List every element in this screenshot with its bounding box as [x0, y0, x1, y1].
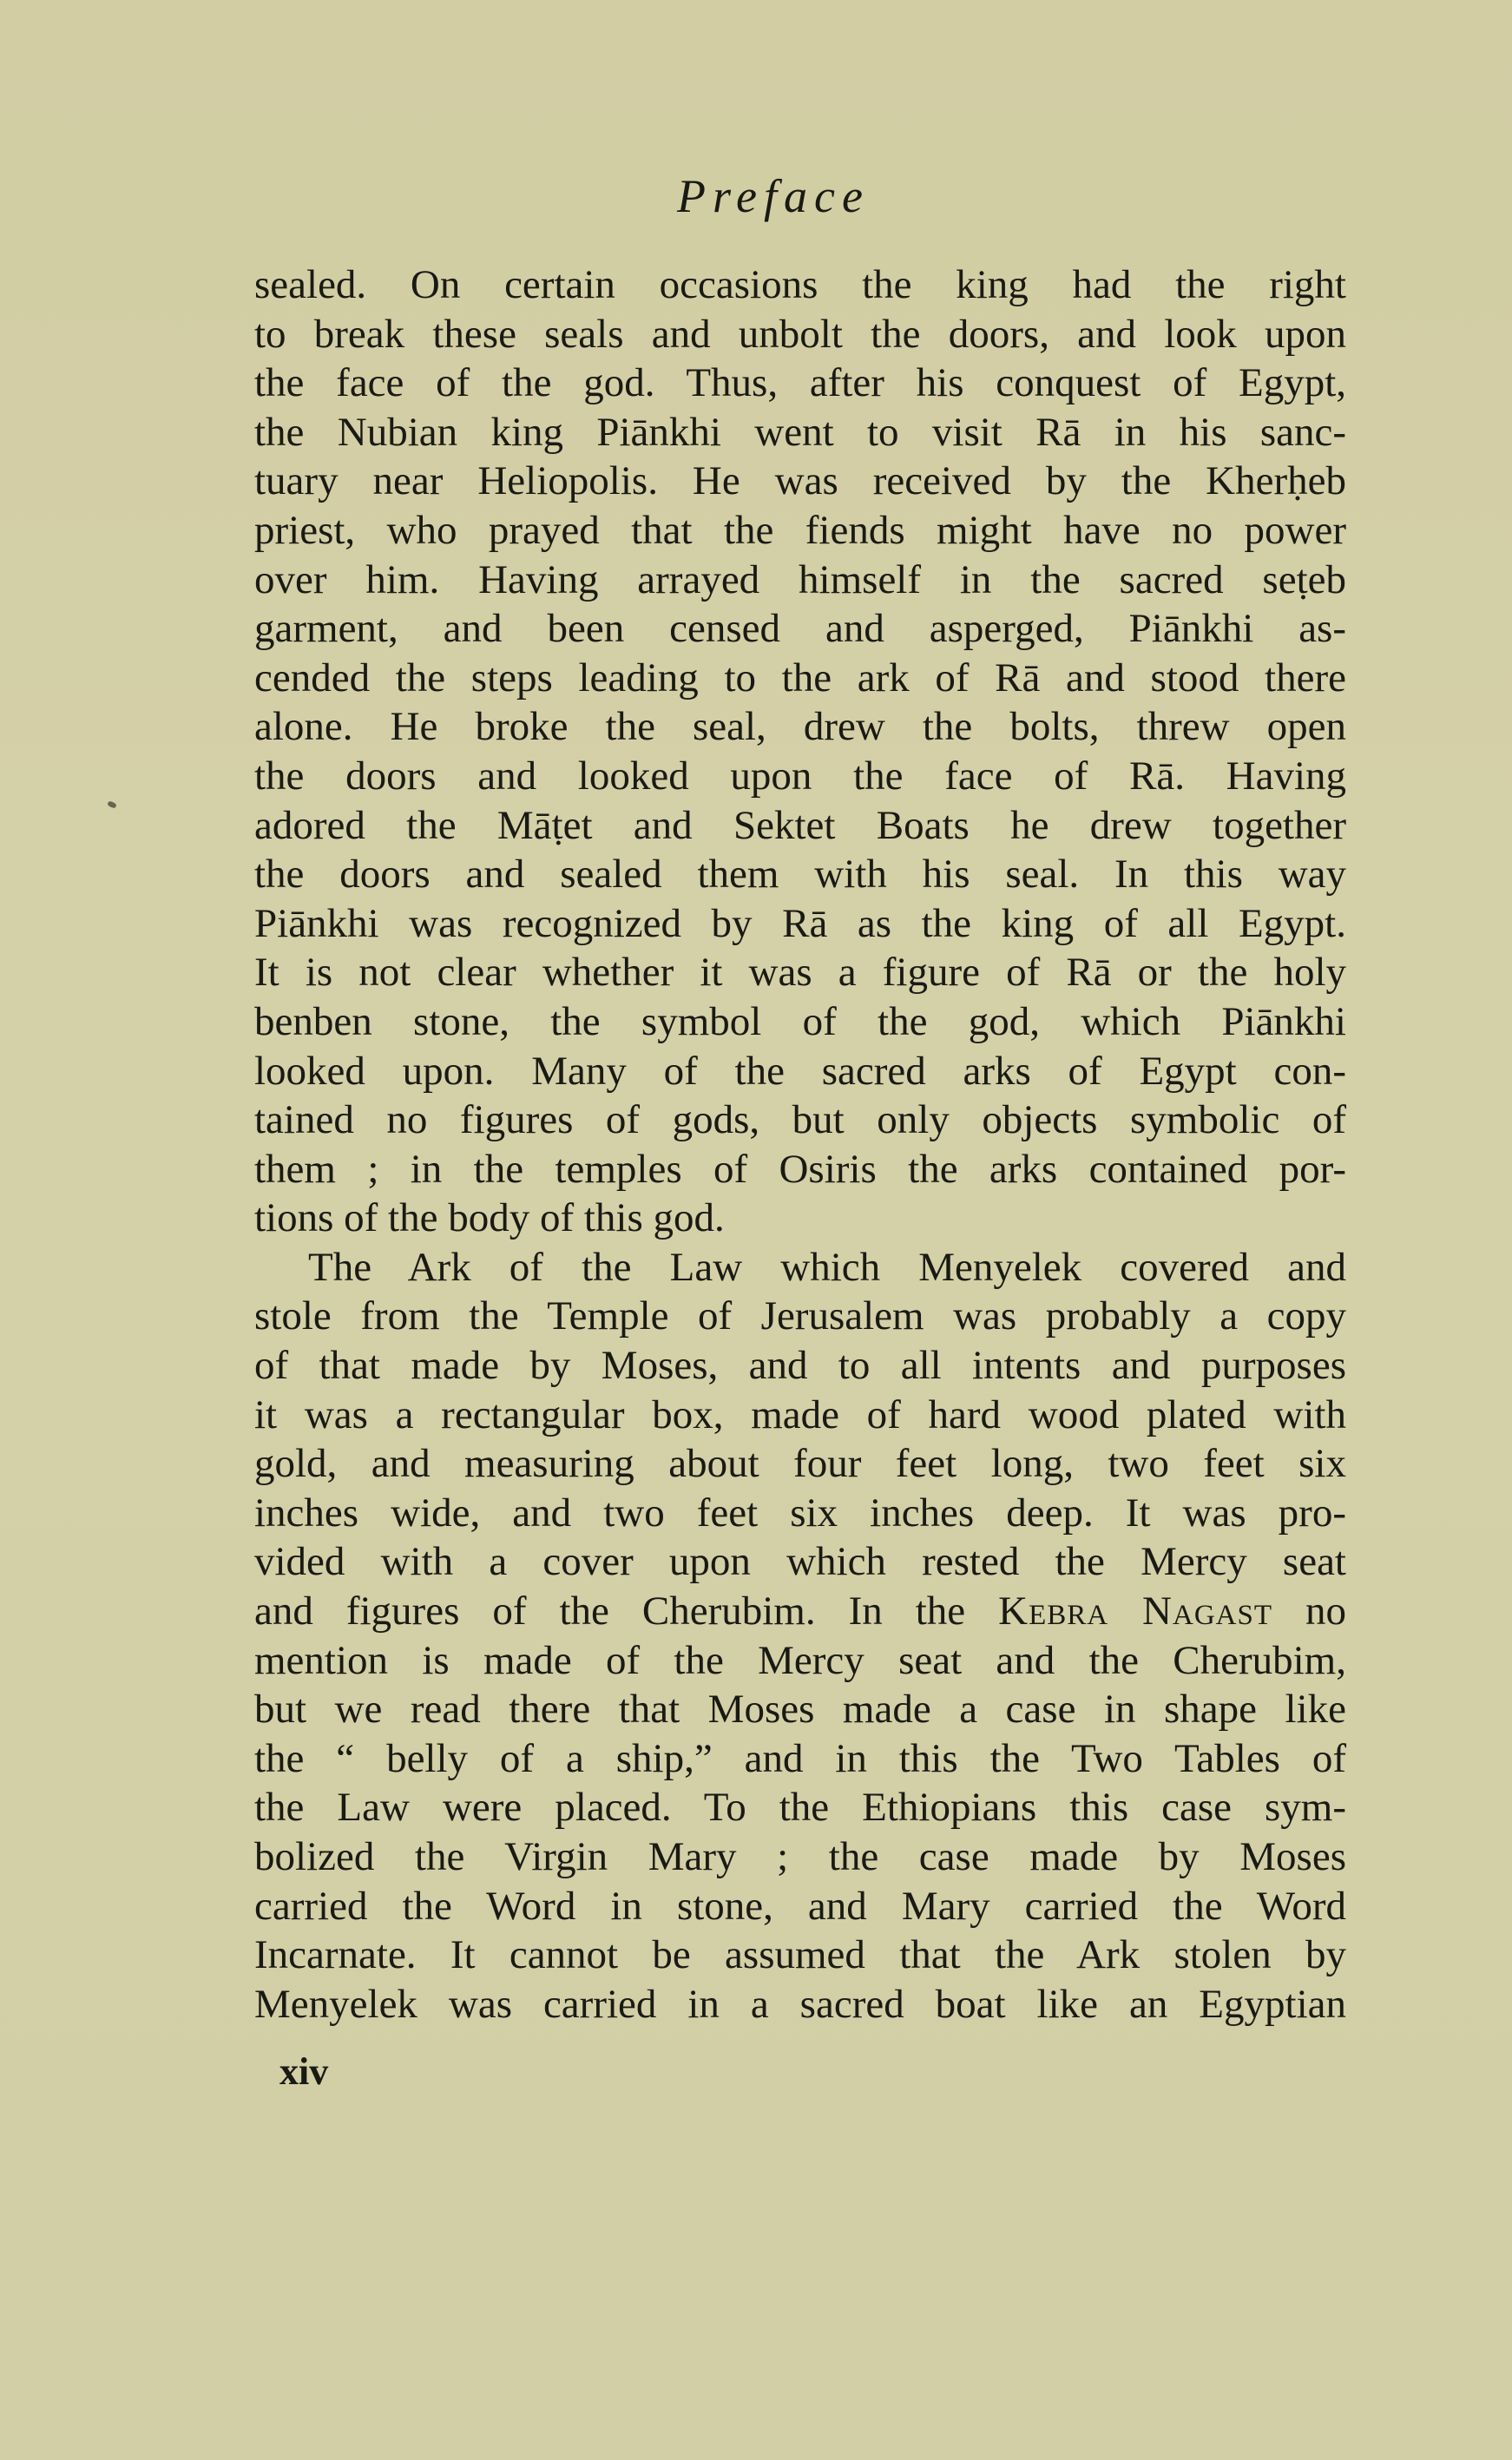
text-line: The Ark of the Law which Menyelek covered and: [308, 1244, 1346, 1290]
text-line: inches wide, and two feet six inches deep. It was pro-: [254, 1490, 1346, 1536]
text-line: it was a rectangular box, made of hard wood plated with: [254, 1391, 1346, 1437]
text-line: tions of the body of this god.: [254, 1195, 725, 1241]
text-line: stole from the Temple of Jerusalem was probably a copy: [254, 1293, 1346, 1339]
text-line: Piānkhi was recognized by Rā as the king of all Egypt.: [254, 900, 1346, 946]
body-text: [254, 260, 1346, 2029]
text-line: It is not clear whether it was a figure of Rā or the holy: [254, 950, 1346, 996]
text-line: them ; in the temples of Osiris the arks contained por-: [254, 1146, 1346, 1192]
line-suffix: no: [1272, 1588, 1346, 1635]
text-line: bolized the Virgin Mary ; the case made by Moses: [254, 1834, 1346, 1879]
text-line: cended the steps leading to the ark of Rā and stood there: [254, 654, 1346, 701]
text-line: the Nubian king Piānkhi went to visit Rā in his sanc-: [254, 409, 1346, 455]
page-number: xiv: [279, 2050, 329, 2093]
text-line: sealed. On certain occasions the king had the right: [254, 262, 1346, 307]
paragraph-1: [254, 260, 1346, 1243]
book-title-smallcaps: Kebra Nagast: [998, 1588, 1273, 1635]
text-line-with-title: [254, 1587, 1346, 1636]
text-line: priest, who prayed that the fiends might have no power: [254, 507, 1346, 553]
text-line: over him. Having arrayed himself in the sacred seṭeb: [254, 556, 1346, 602]
text-line: but we read there that Moses made a case in shape like: [254, 1687, 1346, 1733]
text-line: Menyelek was carried in a sacred boat like an Egyptian: [254, 1981, 1346, 2027]
text-line: looked upon. Many of the sacred arks of Egypt con-: [254, 1048, 1346, 1094]
text-line: gold, and measuring about four feet long, two feet six: [254, 1441, 1346, 1487]
text-line: the doors and looked upon the face of Rā. Having: [254, 753, 1346, 799]
paragraph-2: [254, 1243, 1346, 2029]
text-line: the doors and sealed them with his seal. In this way: [254, 852, 1346, 898]
text-line: benben stone, the symbol of the god, which Piānkhi: [254, 998, 1346, 1044]
text-line: the “ belly of a ship,” and in this the Two Tables of: [254, 1735, 1346, 1781]
text-line: to break these seals and unbolt the doors, and look upon: [254, 311, 1346, 357]
text-line: carried the Word in stone, and Mary carried the Word: [254, 1883, 1346, 1929]
text-line: tained no figures of gods, but only objects symbolic of: [254, 1097, 1346, 1143]
text-line: the face of the god. Thus, after his conquest of Egypt,: [254, 360, 1346, 406]
text-line: tuary near Heliopolis. He was received by the Kherḥeb: [254, 458, 1346, 504]
text-line: alone. He broke the seal, drew the bolts, threw open: [254, 704, 1346, 750]
line-prefix: and figures of the Cherubim. In the: [254, 1588, 999, 1635]
text-line: garment, and been censed and asperged, Piānkhi as-: [254, 606, 1346, 652]
running-head: Preface: [677, 170, 870, 222]
text-line: of that made by Moses, and to all intents and purposes: [254, 1343, 1346, 1389]
text-line: mention is made of the Mercy seat and the Cherubim,: [254, 1637, 1346, 1683]
text-line: vided with a cover upon which rested the Mercy seat: [254, 1539, 1346, 1585]
text-line: Incarnate. It cannot be assumed that the Ark stolen by: [254, 1932, 1346, 1978]
paper-blemish: [107, 800, 117, 809]
text-line: the Law were placed. To the Ethiopians this case sym-: [254, 1785, 1346, 1831]
text-line: adored the Māṭet and Sektet Boats he drew together: [254, 802, 1346, 848]
